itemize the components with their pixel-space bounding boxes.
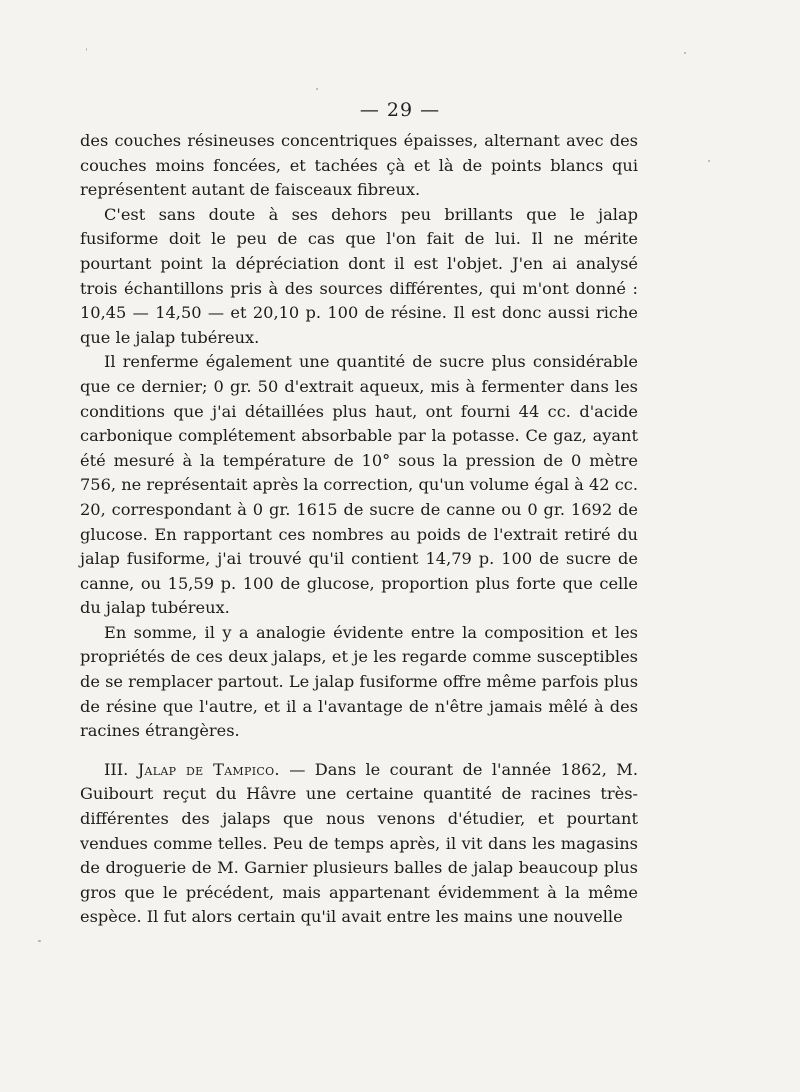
scan-speck — [708, 160, 710, 162]
section-dash: — — [289, 759, 306, 779]
paragraph-en-somme: En somme, il y a analogie évidente entre la composition et les propriétés de ces deux jalaps, et je les regarde comme susceptibles de se remplacer partout. Le jalap fusiforme offre même parfois plus de résine que l'autre, et il a l'avantage de n'être jamais mêlé à des racines étrangères. — [80, 622, 638, 741]
scan-speck — [684, 52, 686, 54]
section-body: Dans le courant de l'année 1862, M. Guibourt reçut du Hâvre une certaine quantité de racines très-différentes des jalaps que nous venons d'étudier, et pourtant vendues comme telles. Peu de temps après, il vit dans les magasins de droguerie de M. Garnier plusieurs balles de jalap beaucoup plus gros que le précédent, mais appartenant évidemment à la même espèce. Il fut alors certain qu'il avait entre les mains une nouvelle — [80, 759, 638, 927]
scan-speck — [86, 48, 87, 51]
scan-speck — [316, 88, 318, 90]
body-text — [80, 129, 638, 930]
paragraph-jalap-fusiforme-resine: C'est sans doute à ses dehors peu brillants que le jalap fusiforme doit le peu de cas que l'on fait de lui. Il ne mérite pourtant point la dépréciation dont il est l'objet. J'en ai analysé trois échantillons pris à des sources différentes, qui m'ont donné : 10,45 — 14,50 — et 20,10 p. 100 de résine. Il est donc aussi riche que le jalap tubéreux. — [80, 204, 638, 347]
section-numeral: III. — [104, 759, 129, 779]
section-heading: Jalap de Tampico. — [137, 759, 280, 779]
section-jalap-de-tampico — [80, 758, 638, 930]
page-number: — 29 — — [359, 99, 441, 121]
paragraph-sucre: Il renferme également une quantité de sucre plus considérable que ce dernier; 0 gr. 50 d'extrait aqueux, mis à fermenter dans les conditions que j'ai détaillées plus haut, ont fourni 44 cc. d'acide carbonique complétement absorbable par la potasse. Ce gaz, ayant été mesuré à la température de 10° sous la pression de 0 mètre 756, ne représentait après la correction, qu'un volume égal à 42 cc. 20, correspondant à 0 gr. 1615 de sucre de canne ou 0 gr. 1692 de glucose. En rapportant ces nombres au poids de l'extrait retiré du jalap fusiforme, j'ai trouvé qu'il contient 14,79 p. 100 de sucre de canne, ou 15,59 p. 100 de glucose, proportion plus forte que celle du jalap tubéreux. — [80, 352, 639, 618]
scan-speck — [38, 940, 41, 942]
paragraph-continuation: des couches résineuses concentriques épaisses, alternant avec des couches moins foncées, et tachées çà et là de points blancs qui représentent autant de faisceaux fibreux. — [80, 131, 638, 200]
